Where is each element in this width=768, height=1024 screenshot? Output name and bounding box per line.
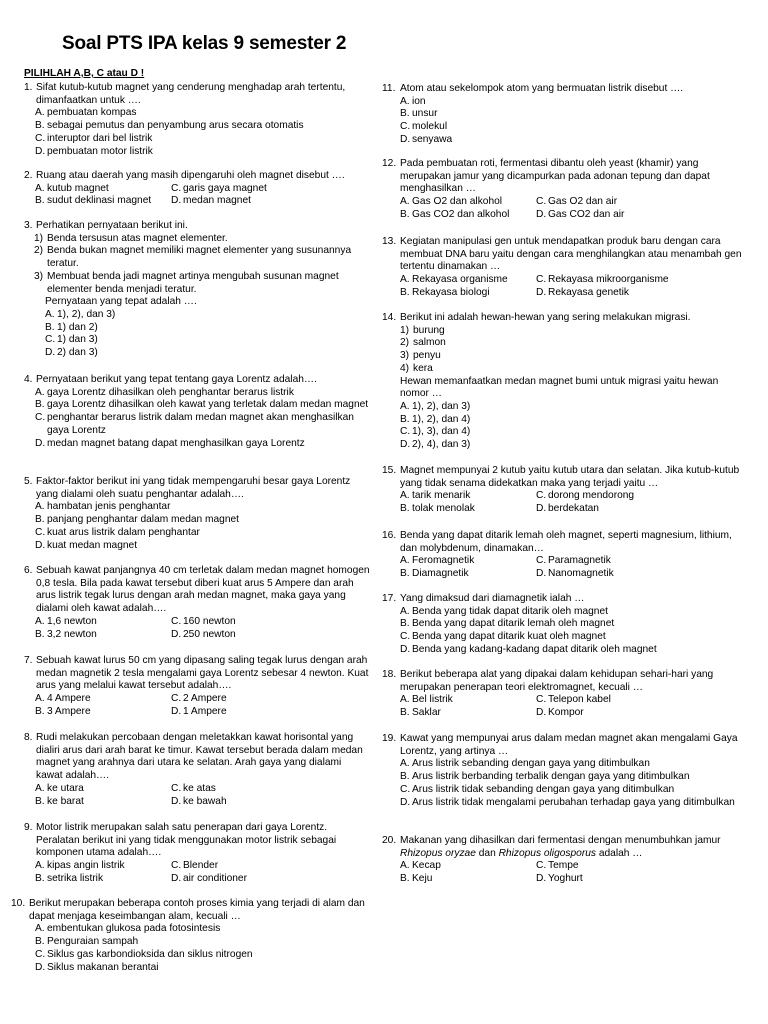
question-text: Makanan yang dihasilkan dari fermentasi dengan menumbuhkan jamur Rhizopus oryzae dan Rhizopus oligosporus adalah … bbox=[400, 835, 721, 859]
statement: 3) Membuat benda jadi magnet artinya mengubah susunan magnet elementer benda menjadi teratur. bbox=[34, 270, 339, 295]
option: D. Yoghurt bbox=[536, 873, 583, 885]
question-18 bbox=[382, 669, 744, 720]
option: C. ke atas bbox=[171, 782, 216, 794]
option: D. 2) dan 3) bbox=[45, 347, 98, 359]
option: A. tarik menarik bbox=[400, 490, 471, 502]
option: C. Telepon kabel bbox=[536, 694, 611, 706]
question-text: Sifat kutub-kutub magnet yang cenderung menghadap arah tertentu, dimanfaatkan untuk …. bbox=[36, 82, 346, 106]
question-text: Pernyataan berikut yang tepat tentang gaya Lorentz adalah…. bbox=[36, 374, 317, 385]
option: A. ke utara bbox=[35, 782, 84, 794]
option-grid bbox=[382, 196, 744, 221]
option: D. pembuatan motor listrik bbox=[35, 145, 153, 157]
option-list bbox=[24, 107, 370, 158]
option: B. Keju bbox=[400, 873, 433, 885]
question-text: Berikut ini adalah hewan-hewan yang sering melakukan migrasi. bbox=[400, 312, 691, 323]
species-name: Rhizopus oligosporus bbox=[498, 847, 596, 859]
option: A. 1), 2), dan 3) bbox=[400, 400, 471, 412]
question-number: 20. bbox=[382, 835, 397, 846]
option: B. ke barat bbox=[35, 795, 84, 807]
statement: 3) penyu bbox=[400, 350, 441, 362]
option-grid bbox=[24, 693, 370, 718]
option-list bbox=[24, 387, 370, 451]
option: B. Benda yang dapat ditarik lemah oleh magnet bbox=[400, 618, 615, 630]
option-list bbox=[382, 606, 744, 657]
option: B. Penguraian sampah bbox=[35, 936, 139, 948]
question-17 bbox=[382, 593, 744, 657]
option: A. Kecap bbox=[400, 860, 441, 872]
option-list bbox=[24, 501, 370, 552]
option: B. Saklar bbox=[400, 707, 441, 719]
option: D. ke bawah bbox=[171, 795, 227, 807]
statement: 4) kera bbox=[400, 362, 433, 374]
option: C. dorong mendorong bbox=[536, 490, 635, 502]
option: D. medan magnet batang dapat menghasilkan gaya Lorentz bbox=[35, 437, 305, 449]
option: B. Diamagnetik bbox=[400, 568, 469, 580]
option: B. 3,2 newton bbox=[35, 628, 97, 640]
option: D. Kompor bbox=[536, 707, 584, 719]
instruction-heading: PILIHLAH A,B, C atau D ! bbox=[24, 68, 145, 79]
option: C. Gas O2 dan air bbox=[536, 196, 618, 208]
question-text: Atom atau sekelompok atom yang bermuatan listrik disebut …. bbox=[400, 83, 684, 94]
option: B. 3 Ampere bbox=[35, 705, 91, 717]
question-text: Berikut merupakan beberapa contoh proses kimia yang terjadi di alam dan dapat menjaga keseimbangan alam, kecuali … bbox=[29, 898, 365, 922]
option: D. Rekayasa genetik bbox=[536, 286, 629, 298]
option: C. 1), 3), dan 4) bbox=[400, 426, 471, 438]
option: D. kuat medan magnet bbox=[35, 539, 138, 551]
question-3 bbox=[24, 220, 370, 360]
option: C. molekul bbox=[400, 121, 448, 133]
option: C. 2 Ampere bbox=[171, 693, 227, 705]
question-19 bbox=[382, 733, 744, 809]
option: A. 1), 2), dan 3) bbox=[45, 308, 116, 320]
question-number: 15. bbox=[382, 465, 397, 476]
option: D. Nanomagnetik bbox=[536, 568, 614, 580]
question-number: 3. bbox=[24, 220, 33, 231]
option: D. Arus listrik tidak mengalami perubahan terhadap gaya yang ditimbulkan bbox=[400, 796, 735, 808]
option: B. Arus listrik berbanding terbalik dengan gaya yang ditimbulkan bbox=[400, 771, 690, 783]
question-text: Pada pembuatan roti, fermentasi dibantu oleh yeast (khamir) yang merupakan jamur yang dicampurkan pada adonan tepung dan dapat menghasilkan … bbox=[400, 158, 710, 195]
question-number: 4. bbox=[24, 374, 33, 385]
question-text: Motor listrik merupakan salah satu penerapan dari gaya Lorentz. Peralatan berikut ini yang tidak menggunakan motor listrik sebagai komponen utama adalah…. bbox=[36, 822, 337, 859]
option: C. Blender bbox=[171, 860, 219, 872]
option-list bbox=[382, 96, 744, 147]
option: C. 160 newton bbox=[171, 615, 236, 627]
option: C. interuptor dari bel listrik bbox=[35, 132, 153, 144]
option: A. 1,6 newton bbox=[35, 615, 97, 627]
question-number: 12. bbox=[382, 158, 397, 169]
statement: 2) salmon bbox=[400, 337, 446, 349]
option: B. sudut deklinasi magnet bbox=[35, 195, 152, 207]
option: C. Benda yang dapat ditarik kuat oleh magnet bbox=[400, 631, 606, 643]
statement-list bbox=[382, 325, 744, 376]
option: A. Gas O2 dan alkohol bbox=[400, 196, 503, 208]
question-number: 13. bbox=[382, 236, 397, 247]
question-1 bbox=[24, 82, 370, 158]
question-text: Ruang atau daerah yang masih dipengaruhi oleh magnet disebut …. bbox=[36, 170, 345, 181]
question-text: Magnet mempunyai 2 kutub yaitu kutub utara dan selatan. Jika kutub-kutub yang tidak senama didekatkan maka yang terjadi yaitu … bbox=[400, 465, 740, 489]
option: A. Benda yang tidak dapat ditarik oleh magnet bbox=[400, 605, 608, 617]
option: B. 1), 2), dan 4) bbox=[400, 413, 471, 425]
question-number: 7. bbox=[24, 655, 33, 666]
question-13 bbox=[382, 236, 744, 300]
option: C. Arus listrik tidak sebanding dengan gaya yang ditimbulkan bbox=[400, 783, 675, 795]
option: A. hambatan jenis penghantar bbox=[35, 501, 171, 513]
question-2 bbox=[24, 170, 370, 208]
question-11 bbox=[382, 83, 744, 147]
question-text: Benda yang dapat ditarik lemah oleh magnet, seperti magnesium, lithium, dan molybdenum, dinamakan… bbox=[400, 530, 732, 554]
statement: 2) Benda bukan magnet memiliki magnet elementer yang susunannya teratur. bbox=[34, 245, 352, 270]
question-prompt: Hewan memanfaatkan medan magnet bumi untuk migrasi yaitu hewan nomor … bbox=[400, 375, 719, 400]
question-20 bbox=[382, 835, 744, 886]
option: C. Rekayasa mikroorganisme bbox=[536, 274, 669, 286]
question-number: 16. bbox=[382, 530, 397, 541]
question-number: 9. bbox=[24, 822, 33, 833]
question-text: Kegiatan manipulasi gen untuk mendapatkan produk baru dengan cara membuat DNA baru yaitu dengan cara menghilangkan atau menambah gen tertentu dinamakan … bbox=[400, 236, 742, 273]
question-9 bbox=[24, 822, 370, 886]
option-grid bbox=[24, 616, 370, 641]
statement-list bbox=[24, 233, 370, 297]
option: C. Siklus gas karbondioksida dan siklus nitrogen bbox=[35, 948, 253, 960]
option: D. air conditioner bbox=[171, 872, 247, 884]
option-grid bbox=[24, 183, 370, 208]
option: C. penghantar berarus listrik dalam medan magnet akan menghasilkan gaya Lorentz bbox=[35, 412, 354, 436]
option: A. embentukan glukosa pada fotosintesis bbox=[35, 923, 221, 935]
option: D. Benda yang kadang-kadang dapat ditarik oleh magnet bbox=[400, 643, 657, 655]
question-number: 11. bbox=[382, 83, 396, 94]
option: D. medan magnet bbox=[171, 195, 251, 207]
question-number: 5. bbox=[24, 476, 33, 487]
option: A. gaya Lorentz dihasilkan oleh penghantar berarus listrik bbox=[35, 386, 294, 398]
option: A. kipas angin listrik bbox=[35, 860, 125, 872]
statement: 1) Benda tersusun atas magnet elementer. bbox=[34, 232, 228, 244]
option-list bbox=[24, 309, 370, 360]
option: C. 1) dan 3) bbox=[45, 334, 98, 346]
option: D. 1 Ampere bbox=[171, 705, 227, 717]
question-text: Rudi melakukan percobaan dengan meletakkan kawat horisontal yang dialiri arus dari arah barat ke timur. Kawat tersebut berada dalam medan magnet yang arahnya dari utara ke selatan. Arah gaya yang dialami kawat adalah…. bbox=[36, 732, 363, 782]
option: A. 4 Ampere bbox=[35, 693, 91, 705]
option: D. berdekatan bbox=[536, 503, 599, 515]
option: A. ion bbox=[400, 95, 426, 107]
option-grid bbox=[382, 860, 744, 885]
option-grid bbox=[382, 555, 744, 580]
option: C. kuat arus listrik dalam penghantar bbox=[35, 526, 200, 538]
question-number: 17. bbox=[382, 593, 397, 604]
question-number: 6. bbox=[24, 565, 33, 576]
statement: 1) burung bbox=[400, 324, 445, 336]
option: A. Rekayasa organisme bbox=[400, 274, 508, 286]
option: D. 250 newton bbox=[171, 628, 236, 640]
question-4 bbox=[24, 374, 370, 450]
option: D. senyawa bbox=[400, 133, 453, 145]
option: A. Bel listrik bbox=[400, 694, 453, 706]
question-text: Kawat yang mempunyai arus dalam medan magnet akan mengalami Gaya Lorentz, yang artinya … bbox=[400, 733, 738, 757]
question-8 bbox=[24, 732, 370, 808]
option: A. pembuatan kompas bbox=[35, 107, 137, 119]
question-text: Sebuah kawat panjangnya 40 cm terletak dalam medan magnet homogen 0,8 tesla. Bila pada kawat tersebut diberi kuat arus 5 Ampere dan arah arus listrik tegak lurus dengan arah medan magnet, maka gaya yang dialami oleh kawat adalah…. bbox=[36, 565, 370, 615]
option-grid bbox=[382, 694, 744, 719]
option: B. sebagai pemutus dan penyambung arus secara otomatis bbox=[35, 120, 304, 132]
question-text: Sebuah kawat lurus 50 cm yang dipasang saling tegak lurus dengan arah medan magnetik 2 tesla mengalami gaya Lorentz sebesar 4 newton. Kuat arus yang melalui kawat tersebut adalah…. bbox=[36, 655, 369, 692]
option: C. Tempe bbox=[536, 860, 579, 872]
question-number: 1. bbox=[24, 82, 33, 93]
question-text: Berikut beberapa alat yang dipakai dalam kehidupan sehari-hari yang merupakan penerapan teori elektromagnet, kecuali … bbox=[400, 669, 714, 693]
question-number: 18. bbox=[382, 669, 397, 680]
question-number: 10. bbox=[11, 898, 26, 909]
option-list bbox=[382, 758, 744, 809]
option: D. Siklus makanan berantai bbox=[35, 961, 159, 973]
question-5 bbox=[24, 476, 370, 552]
option: D. Gas CO2 dan air bbox=[536, 208, 625, 220]
page-title: Soal PTS IPA kelas 9 semester 2 bbox=[62, 33, 347, 54]
option: B. 1) dan 2) bbox=[45, 321, 98, 333]
option: A. kutub magnet bbox=[35, 182, 109, 194]
question-16 bbox=[382, 530, 744, 581]
question-text: Perhatikan pernyataan berikut ini. bbox=[36, 220, 188, 231]
option: B. unsur bbox=[400, 108, 438, 120]
option: C. Paramagnetik bbox=[536, 555, 611, 567]
question-text: Faktor-faktor berikut ini yang tidak mempengaruhi besar gaya Lorentz yang dialami oleh suatu penghantar adalah…. bbox=[36, 476, 351, 500]
question-6 bbox=[24, 565, 370, 641]
option-list bbox=[382, 401, 744, 452]
option: A. Arus listrik sebanding dengan gaya yang ditimbulkan bbox=[400, 758, 650, 770]
option: A. Feromagnetik bbox=[400, 555, 475, 567]
option-list bbox=[11, 923, 370, 974]
question-12 bbox=[382, 158, 744, 222]
question-number: 8. bbox=[24, 732, 33, 743]
option: B. Gas CO2 dan alkohol bbox=[400, 208, 510, 220]
question-number: 14. bbox=[382, 312, 397, 323]
question-10 bbox=[11, 898, 370, 974]
option: B. panjang penghantar dalam medan magnet bbox=[35, 514, 240, 526]
option: B. Rekayasa biologi bbox=[400, 286, 490, 298]
option-grid bbox=[382, 274, 744, 299]
option-grid bbox=[24, 783, 370, 808]
option-grid bbox=[24, 860, 370, 885]
species-name: Rhizopus oryzae bbox=[400, 847, 476, 859]
question-number: 19. bbox=[382, 733, 397, 744]
option: D. 2), 4), dan 3) bbox=[400, 439, 471, 451]
option: B. tolak menolak bbox=[400, 503, 475, 515]
question-prompt: Pernyataan yang tepat adalah …. bbox=[45, 296, 197, 308]
option-grid bbox=[382, 490, 744, 515]
option: B. setrika listrik bbox=[35, 872, 104, 884]
option: C. garis gaya magnet bbox=[171, 182, 267, 194]
question-14 bbox=[382, 312, 744, 452]
question-7 bbox=[24, 655, 370, 719]
question-text: Yang dimaksud dari diamagnetik ialah … bbox=[400, 593, 585, 604]
question-number: 2. bbox=[24, 170, 33, 181]
question-15 bbox=[382, 465, 744, 516]
option: B. gaya Lorentz dihasilkan oleh kawat yang terletak dalam medan magnet bbox=[35, 399, 369, 411]
